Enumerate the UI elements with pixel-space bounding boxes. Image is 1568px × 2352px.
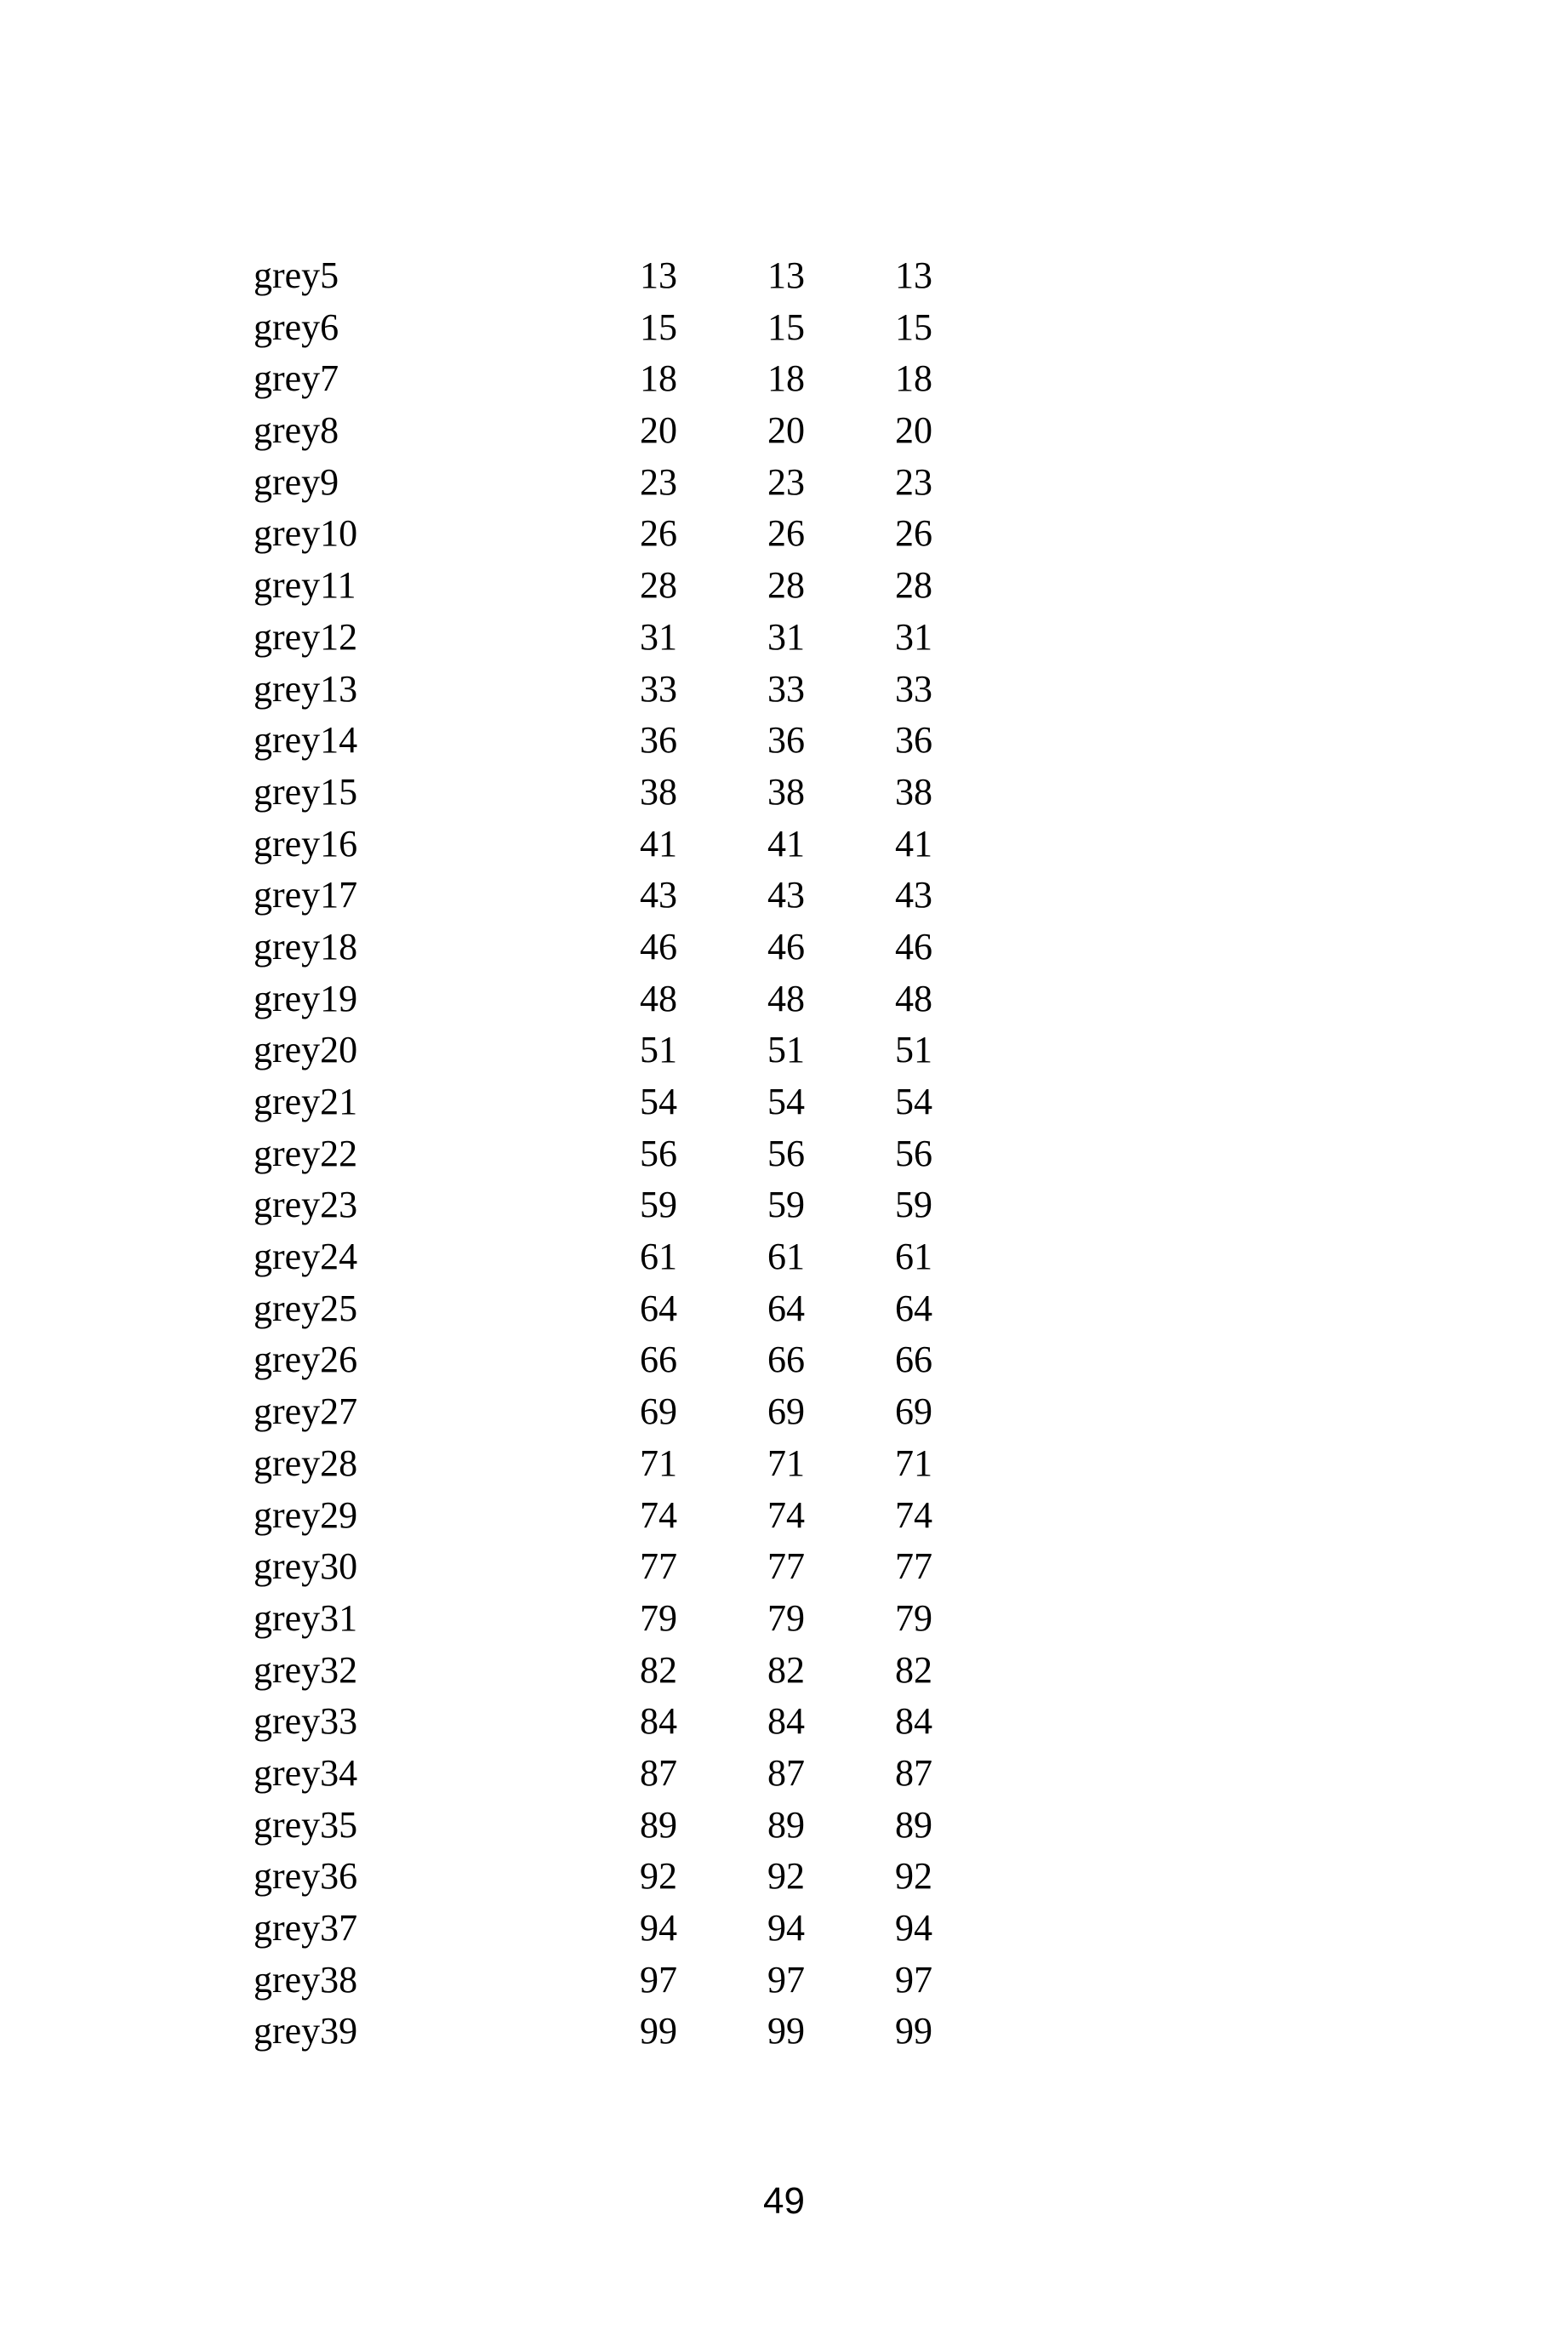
green-value-cell: 87: [767, 1751, 805, 1794]
green-value-cell: 77: [767, 1545, 805, 1588]
red-value-cell: 20: [640, 409, 677, 452]
green-value-cell: 23: [767, 460, 805, 503]
color-name-cell: grey6: [254, 305, 339, 348]
blue-value-cell: 64: [895, 1287, 932, 1329]
table-row: [254, 1386, 951, 1438]
table-row: [254, 1179, 951, 1231]
color-name-cell: grey8: [254, 409, 339, 452]
color-name-cell: grey7: [254, 357, 339, 400]
red-value-cell: 56: [640, 1132, 677, 1174]
green-value-cell: 36: [767, 719, 805, 762]
color-name-cell: grey35: [254, 1803, 358, 1846]
table-row: [254, 819, 951, 871]
table-row: [254, 2006, 951, 2058]
color-name-cell: grey38: [254, 1958, 358, 2001]
blue-value-cell: 31: [895, 615, 932, 658]
blue-value-cell: 15: [895, 305, 932, 348]
red-value-cell: 89: [640, 1803, 677, 1846]
color-name-cell: grey28: [254, 1441, 358, 1484]
table-row: [254, 1334, 951, 1386]
table-row: [254, 1800, 951, 1852]
green-value-cell: 69: [767, 1390, 805, 1433]
color-name-cell: grey12: [254, 615, 358, 658]
red-value-cell: 84: [640, 1700, 677, 1743]
green-value-cell: 97: [767, 1958, 805, 2001]
red-value-cell: 36: [640, 719, 677, 762]
color-name-cell: grey37: [254, 1907, 358, 1949]
blue-value-cell: 18: [895, 357, 932, 400]
red-value-cell: 18: [640, 357, 677, 400]
green-value-cell: 54: [767, 1081, 805, 1122]
color-name-cell: grey34: [254, 1751, 358, 1794]
green-value-cell: 48: [767, 977, 805, 1019]
red-value-cell: 41: [640, 822, 677, 865]
blue-value-cell: 43: [895, 874, 932, 916]
color-name-cell: grey19: [254, 977, 358, 1019]
red-value-cell: 26: [640, 512, 677, 555]
green-value-cell: 74: [767, 1493, 805, 1536]
red-value-cell: 43: [640, 874, 677, 916]
blue-value-cell: 66: [895, 1339, 932, 1381]
blue-value-cell: 46: [895, 925, 932, 968]
table-row: [254, 302, 951, 354]
blue-value-cell: 26: [895, 512, 932, 555]
color-name-cell: grey32: [254, 1648, 358, 1691]
green-value-cell: 99: [767, 2010, 805, 2052]
table-row: [254, 1696, 951, 1748]
table-row: [254, 767, 951, 819]
blue-value-cell: 94: [895, 1907, 932, 1949]
color-name-cell: grey11: [254, 564, 356, 607]
blue-value-cell: 82: [895, 1648, 932, 1691]
table-row: [254, 715, 951, 767]
green-value-cell: 13: [767, 254, 805, 296]
green-value-cell: 51: [767, 1029, 805, 1071]
green-value-cell: 64: [767, 1287, 805, 1329]
table-row: [254, 405, 951, 457]
color-name-cell: grey26: [254, 1339, 358, 1381]
color-name-cell: grey5: [254, 254, 339, 296]
color-name-cell: grey29: [254, 1493, 358, 1536]
red-value-cell: 38: [640, 770, 677, 813]
blue-value-cell: 77: [895, 1545, 932, 1588]
blue-value-cell: 38: [895, 770, 932, 813]
red-value-cell: 64: [640, 1287, 677, 1329]
green-value-cell: 56: [767, 1132, 805, 1174]
red-value-cell: 33: [640, 667, 677, 710]
color-name-cell: grey13: [254, 667, 358, 710]
blue-value-cell: 89: [895, 1803, 932, 1846]
red-value-cell: 74: [640, 1493, 677, 1536]
red-value-cell: 28: [640, 564, 677, 607]
red-value-cell: 54: [640, 1081, 677, 1122]
table-row: [254, 664, 951, 716]
green-value-cell: 31: [767, 615, 805, 658]
table-row: [254, 1490, 951, 1542]
table-row: [254, 922, 951, 973]
green-value-cell: 89: [767, 1803, 805, 1846]
color-name-cell: grey17: [254, 874, 358, 916]
color-name-cell: grey24: [254, 1236, 358, 1278]
color-name-cell: grey39: [254, 2010, 358, 2052]
blue-value-cell: 74: [895, 1493, 932, 1536]
color-name-cell: grey30: [254, 1545, 358, 1588]
color-name-cell: grey25: [254, 1287, 358, 1329]
green-value-cell: 61: [767, 1236, 805, 1278]
blue-value-cell: 36: [895, 719, 932, 762]
red-value-cell: 79: [640, 1596, 677, 1639]
blue-value-cell: 54: [895, 1081, 932, 1122]
table-row: [254, 508, 951, 560]
table-row: [254, 250, 951, 302]
blue-value-cell: 23: [895, 460, 932, 503]
table-row: [254, 612, 951, 664]
blue-value-cell: 92: [895, 1855, 932, 1898]
red-value-cell: 15: [640, 305, 677, 348]
color-name-cell: grey9: [254, 460, 339, 503]
red-value-cell: 71: [640, 1441, 677, 1484]
table-row: [254, 1851, 951, 1903]
red-value-cell: 23: [640, 460, 677, 503]
table-row: [254, 973, 951, 1025]
blue-value-cell: 97: [895, 1958, 932, 2001]
red-value-cell: 48: [640, 977, 677, 1019]
blue-value-cell: 69: [895, 1390, 932, 1433]
table-row: [254, 1541, 951, 1593]
table-row: [254, 1231, 951, 1283]
green-value-cell: 46: [767, 925, 805, 968]
green-value-cell: 26: [767, 512, 805, 555]
green-value-cell: 43: [767, 874, 805, 916]
blue-value-cell: 59: [895, 1184, 932, 1226]
color-name-cell: grey18: [254, 925, 358, 968]
table-row: [254, 1283, 951, 1335]
green-value-cell: 18: [767, 357, 805, 400]
color-name-cell: grey36: [254, 1855, 358, 1898]
blue-value-cell: 61: [895, 1236, 932, 1278]
color-name-cell: grey31: [254, 1596, 358, 1639]
blue-value-cell: 48: [895, 977, 932, 1019]
table-row: [254, 560, 951, 612]
blue-value-cell: 51: [895, 1029, 932, 1071]
green-value-cell: 84: [767, 1700, 805, 1743]
color-name-cell: grey10: [254, 512, 358, 555]
color-name-cell: grey20: [254, 1029, 358, 1071]
blue-value-cell: 99: [895, 2010, 932, 2052]
blue-value-cell: 33: [895, 667, 932, 710]
table-row: [254, 1128, 951, 1180]
blue-value-cell: 41: [895, 822, 932, 865]
blue-value-cell: 20: [895, 409, 932, 452]
table-row: [254, 1076, 951, 1128]
color-name-cell: grey16: [254, 822, 358, 865]
red-value-cell: 59: [640, 1184, 677, 1226]
color-name-cell: grey23: [254, 1184, 358, 1226]
red-value-cell: 69: [640, 1390, 677, 1433]
red-value-cell: 82: [640, 1648, 677, 1691]
blue-value-cell: 28: [895, 564, 932, 607]
table-row: [254, 1438, 951, 1490]
red-value-cell: 87: [640, 1751, 677, 1794]
table-row: [254, 1903, 951, 1955]
color-name-cell: grey33: [254, 1700, 358, 1743]
green-value-cell: 59: [767, 1184, 805, 1226]
table-row: [254, 353, 951, 405]
red-value-cell: 97: [640, 1958, 677, 2001]
green-value-cell: 82: [767, 1648, 805, 1691]
red-value-cell: 31: [640, 615, 677, 658]
green-value-cell: 71: [767, 1441, 805, 1484]
red-value-cell: 66: [640, 1339, 677, 1381]
table-row: [254, 1025, 951, 1076]
green-value-cell: 38: [767, 770, 805, 813]
red-value-cell: 77: [640, 1545, 677, 1588]
blue-value-cell: 13: [895, 254, 932, 296]
color-name-cell: grey15: [254, 770, 358, 813]
red-value-cell: 13: [640, 254, 677, 296]
red-value-cell: 92: [640, 1855, 677, 1898]
green-value-cell: 33: [767, 667, 805, 710]
blue-value-cell: 56: [895, 1132, 932, 1174]
grey-color-table: [254, 250, 951, 2058]
red-value-cell: 61: [640, 1236, 677, 1278]
green-value-cell: 92: [767, 1855, 805, 1898]
red-value-cell: 46: [640, 925, 677, 968]
blue-value-cell: 79: [895, 1596, 932, 1639]
table-row: [254, 870, 951, 922]
blue-value-cell: 84: [895, 1700, 932, 1743]
green-value-cell: 79: [767, 1596, 805, 1639]
red-value-cell: 51: [640, 1029, 677, 1071]
table-row: [254, 1645, 951, 1697]
green-value-cell: 41: [767, 822, 805, 865]
red-value-cell: 99: [640, 2010, 677, 2052]
color-name-cell: grey22: [254, 1132, 358, 1174]
green-value-cell: 15: [767, 305, 805, 348]
page-number: 49: [763, 2180, 805, 2222]
green-value-cell: 20: [767, 409, 805, 452]
green-value-cell: 28: [767, 564, 805, 607]
table-row: [254, 1955, 951, 2007]
green-value-cell: 66: [767, 1339, 805, 1381]
blue-value-cell: 87: [895, 1751, 932, 1794]
color-name-cell: grey14: [254, 719, 358, 762]
blue-value-cell: 71: [895, 1441, 932, 1484]
red-value-cell: 94: [640, 1907, 677, 1949]
color-name-cell: grey27: [254, 1390, 358, 1433]
green-value-cell: 94: [767, 1907, 805, 1949]
color-name-cell: grey21: [254, 1081, 358, 1122]
table-row: [254, 457, 951, 509]
table-row: [254, 1593, 951, 1645]
table-row: [254, 1748, 951, 1800]
